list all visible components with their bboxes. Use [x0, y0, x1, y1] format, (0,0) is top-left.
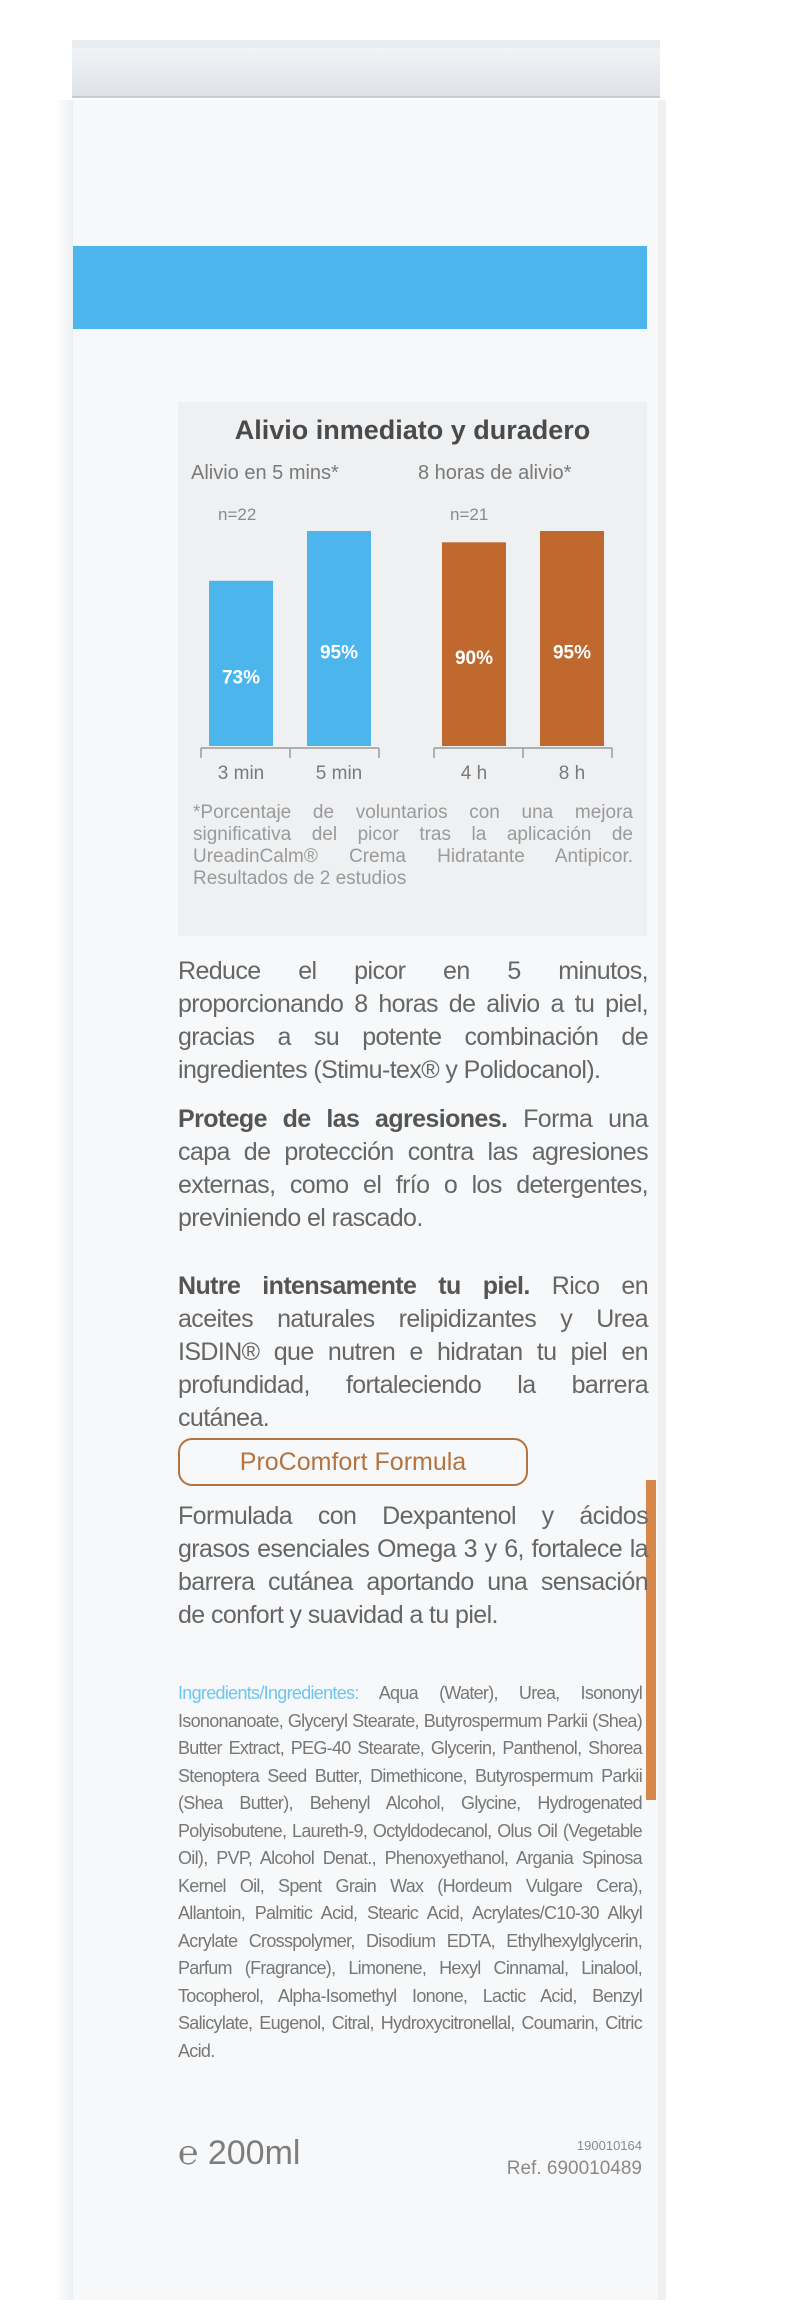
- blue-color-band: [73, 246, 647, 329]
- volume-label: ℮ 200ml: [178, 2134, 301, 2172]
- bar-5-min: [307, 531, 371, 746]
- box-top-flap: [72, 40, 660, 98]
- batch-number: 190010164: [576, 2138, 642, 2153]
- paragraph-nutrition: [178, 1270, 648, 1435]
- paragraph-protection-heading: Protege de las agresiones.: [178, 1105, 508, 1133]
- paragraph-protection: [178, 1103, 648, 1235]
- chart-title: Alivio inmediato y duradero: [234, 415, 591, 445]
- box-left-edge: [55, 100, 73, 2300]
- paragraph-protection-body: Forma una capa de protección contra las agresiones externas, como el frío o los detergentes, previniendo el rascado.: [178, 1105, 648, 1232]
- category-label: 4 h: [460, 763, 488, 784]
- reference-number: Ref. 690010489: [506, 2158, 642, 2179]
- chart-footnote: *Porcentaje de voluntarios con una mejora significativa del picor tras la aplicación de UreadinCalm® Crema Hidratante Antipicor. Resultados de 2 estudios: [193, 802, 633, 889]
- ingredients-list: [178, 1680, 642, 2065]
- bar-3-min: [209, 581, 273, 746]
- paragraph-formula: Formulada con Dexpantenol y ácidos grasos esenciales Omega 3 y 6, fortalece la barrera cutánea aportando una sensación de confort y suavidad a tu piel.: [178, 1502, 648, 1629]
- group-label-5min: Alivio en 5 mins*: [191, 462, 339, 484]
- bar-value-label: 95%: [319, 642, 359, 664]
- sample-size-group2: n=21: [450, 505, 489, 524]
- category-label: 3 min: [217, 763, 265, 784]
- paragraph-nutrition-body: Rico en aceites naturales relipidizantes y Urea ISDIN® que nutren e hidratan tu piel en profundidad, fortaleciendo la barrera cutánea.: [178, 1272, 649, 1432]
- paragraph-relief: Reduce el picor en 5 minutos, proporcionando 8 horas de alivio a tu piel, gracias a su potente combinación de ingredientes (Stimu-tex® y Polidocanol).: [178, 957, 648, 1084]
- bar-value-label: 95%: [552, 642, 592, 664]
- bar-8-h: [540, 531, 604, 746]
- ingredients-text: Aqua (Water), Urea, Isononyl Isononanoate, Glyceryl Stearate, Butyrospermum Parkii (Shea) Butter Extract, PEG-40 Stearate, Glycerin, Panthenol, Shorea Stenoptera Seed Butter, Dimethicone, Butyrospermum Parkii (Shea Butter), Behenyl Alcohol, Glycine, Hydrogenated Polyisobutene, Laureth-9, Octyldodecanol, Olus Oil (Vegetable Oil), PVP, Alcohol Denat., Phenoxyethanol, Argania Spinosa Kernel Oil, Spent Grain Wax (Hordeum Vulgare Cera), Allantoin, Palmitic Acid, Stearic Acid, Acrylates/C10-30 Alkyl Acrylate Crosspolymer, Disodium EDTA, Ethylhexylglycerin, Parfum (Fragrance), Limonene, Hexyl Cinnamal, Linalool, Tocopherol, Alpha-Isomethyl Ionone, Lactic Acid, Benzyl Salicylate, Eugenol, Citral, Hydroxycitronellal, Coumarin, Citric Acid.: [178, 1683, 642, 2061]
- paragraph-nutrition-heading: Nutre intensamente tu piel.: [178, 1272, 530, 1300]
- bar-chart-plot: [178, 402, 647, 802]
- relief-chart: [178, 402, 647, 936]
- sample-size-group1: n=22: [218, 505, 257, 524]
- category-label: 5 min: [315, 763, 363, 784]
- bar-4-h: [442, 542, 506, 746]
- bar-value-label: 73%: [221, 667, 261, 689]
- ingredients-label: Ingredients/Ingredientes:: [178, 1683, 359, 1703]
- bar-value-label: 90%: [454, 648, 494, 670]
- procomfort-formula-badge: ProComfort Formula: [178, 1438, 528, 1486]
- group-label-8h: 8 horas de alivio*: [418, 462, 572, 484]
- category-label: 8 h: [558, 763, 586, 784]
- box-right-edge: [658, 100, 666, 2300]
- box-top-edge: [72, 40, 660, 48]
